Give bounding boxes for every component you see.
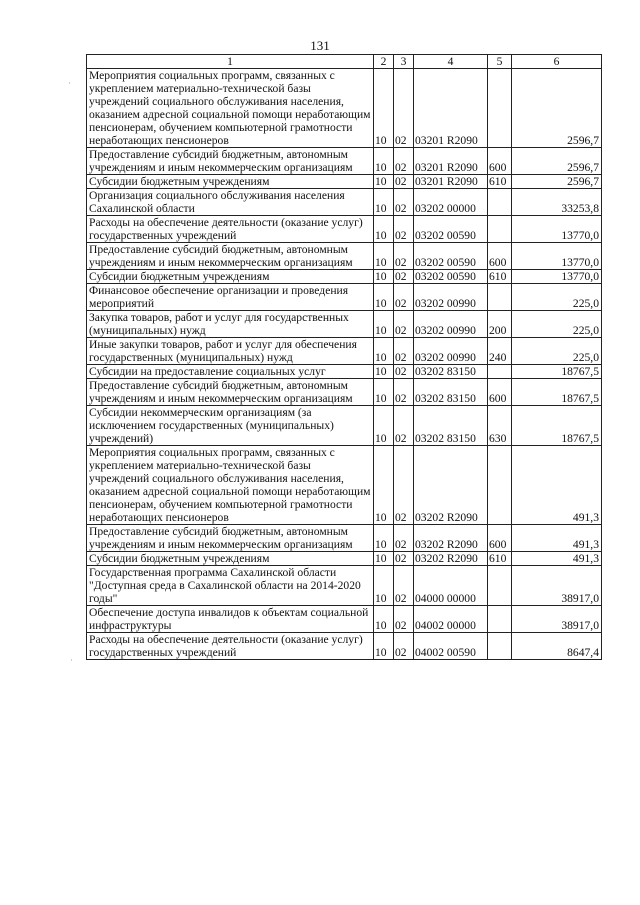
header-cell: 5 <box>488 55 512 69</box>
table-row <box>87 189 602 216</box>
row-name-cell: Предоставление субсидий бюджетным, автономным учреждениям и иным некоммерческим организациям <box>87 243 374 270</box>
scan-mark: · <box>68 78 71 88</box>
row-name-cell: Субсидии бюджетным учреждениям <box>87 270 374 284</box>
row-name-cell: Предоставление субсидий бюджетным, автономным учреждениям и иным некоммерческим организациям <box>87 379 374 406</box>
amount-cell: 8647,4 <box>512 633 602 660</box>
target-item-code-cell: 03202 83150 <box>414 379 488 406</box>
expense-type-code-cell: 200 <box>488 311 512 338</box>
header-cell: 2 <box>374 55 394 69</box>
target-item-code-cell: 03201 R2090 <box>414 175 488 189</box>
expense-type-code-cell <box>488 216 512 243</box>
subsection-code-cell: 02 <box>394 189 414 216</box>
page-number: 131 <box>310 38 330 53</box>
amount-cell: 18767,5 <box>512 379 602 406</box>
row-name-cell: Мероприятия социальных программ, связанных с укреплением материально-технической базы учреждений социального обслуживания населения, оказанием адресной социальной помощи неработающим пенсионерам, обучением компьютерной грамотности неработающих пенсионеров <box>87 69 374 148</box>
expense-type-code-cell <box>488 633 512 660</box>
subsection-code-cell: 02 <box>394 566 414 606</box>
target-item-code-cell: 03202 00590 <box>414 270 488 284</box>
subsection-code-cell: 02 <box>394 216 414 243</box>
subsection-code-cell: 02 <box>394 606 414 633</box>
expense-type-code-cell <box>488 284 512 311</box>
header-cell: 1 <box>87 55 374 69</box>
target-item-code-cell: 03202 83150 <box>414 365 488 379</box>
row-name-cell: Организация социального обслуживания населения Сахалинской области <box>87 189 374 216</box>
subsection-code-cell: 02 <box>394 525 414 552</box>
table-row <box>87 446 602 525</box>
row-name-cell: Субсидии некоммерческим организациям (за исключением государственных (муниципальных) учреждений) <box>87 406 374 446</box>
expense-type-code-cell: 240 <box>488 338 512 365</box>
subsection-code-cell: 02 <box>394 633 414 660</box>
table-row <box>87 566 602 606</box>
section-code-cell: 10 <box>374 338 394 365</box>
amount-cell: 491,3 <box>512 525 602 552</box>
subsection-code-cell: 02 <box>394 365 414 379</box>
target-item-code-cell: 03202 00990 <box>414 338 488 365</box>
target-item-code-cell: 03202 00590 <box>414 216 488 243</box>
scan-mark: · <box>70 655 73 665</box>
header-cell: 6 <box>512 55 602 69</box>
section-code-cell: 10 <box>374 566 394 606</box>
table-row <box>87 525 602 552</box>
expense-type-code-cell: 630 <box>488 406 512 446</box>
subsection-code-cell: 02 <box>394 270 414 284</box>
amount-cell: 13770,0 <box>512 270 602 284</box>
table-row <box>87 148 602 175</box>
row-name-cell: Мероприятия социальных программ, связанных с укреплением материально-технической базы учреждений социального обслуживания населения, оказанием адресной социальной помощи неработающим пенсионерам, обучением компьютерной грамотности неработающих пенсионеров <box>87 446 374 525</box>
header-cell: 3 <box>394 55 414 69</box>
section-code-cell: 10 <box>374 189 394 216</box>
amount-cell: 33253,8 <box>512 189 602 216</box>
subsection-code-cell: 02 <box>394 148 414 175</box>
target-item-code-cell: 03202 83150 <box>414 406 488 446</box>
target-item-code-cell: 04002 00000 <box>414 606 488 633</box>
section-code-cell: 10 <box>374 446 394 525</box>
row-name-cell: Субсидии на предоставление социальных услуг <box>87 365 374 379</box>
table-row <box>87 552 602 566</box>
table-row <box>87 606 602 633</box>
section-code-cell: 10 <box>374 270 394 284</box>
amount-cell: 225,0 <box>512 338 602 365</box>
section-code-cell: 10 <box>374 552 394 566</box>
section-code-cell: 10 <box>374 379 394 406</box>
row-name-cell: Предоставление субсидий бюджетным, автономным учреждениям и иным некоммерческим организациям <box>87 525 374 552</box>
target-item-code-cell: 03202 00000 <box>414 189 488 216</box>
section-code-cell: 10 <box>374 175 394 189</box>
target-item-code-cell: 04000 00000 <box>414 566 488 606</box>
table-row <box>87 69 602 148</box>
subsection-code-cell: 02 <box>394 175 414 189</box>
table-row <box>87 243 602 270</box>
target-item-code-cell: 03202 R2090 <box>414 525 488 552</box>
amount-cell: 38917,0 <box>512 566 602 606</box>
table-row <box>87 379 602 406</box>
subsection-code-cell: 02 <box>394 338 414 365</box>
subsection-code-cell: 02 <box>394 552 414 566</box>
table-row <box>87 311 602 338</box>
table-row <box>87 284 602 311</box>
row-name-cell: Государственная программа Сахалинской области "Доступная среда в Сахалинской области на 2014-2020 годы" <box>87 566 374 606</box>
row-name-cell: Предоставление субсидий бюджетным, автономным учреждениям и иным некоммерческим организациям <box>87 148 374 175</box>
target-item-code-cell: 03201 R2090 <box>414 148 488 175</box>
expense-type-code-cell <box>488 606 512 633</box>
header-cell: 4 <box>414 55 488 69</box>
section-code-cell: 10 <box>374 406 394 446</box>
target-item-code-cell: 03202 R2090 <box>414 552 488 566</box>
row-name-cell: Закупка товаров, работ и услуг для государственных (муниципальных) нужд <box>87 311 374 338</box>
table-row <box>87 270 602 284</box>
target-item-code-cell: 03202 00990 <box>414 311 488 338</box>
table-row <box>87 406 602 446</box>
expense-type-code-cell <box>488 189 512 216</box>
row-name-cell: Расходы на обеспечение деятельности (оказание услуг) государственных учреждений <box>87 216 374 243</box>
target-item-code-cell: 03202 R2090 <box>414 446 488 525</box>
expense-type-code-cell: 600 <box>488 379 512 406</box>
subsection-code-cell: 02 <box>394 284 414 311</box>
budget-table <box>86 54 602 660</box>
subsection-code-cell: 02 <box>394 406 414 446</box>
amount-cell: 2596,7 <box>512 175 602 189</box>
table-row <box>87 633 602 660</box>
table-header-row <box>87 55 602 69</box>
section-code-cell: 10 <box>374 69 394 148</box>
expense-type-code-cell <box>488 69 512 148</box>
table-row <box>87 216 602 243</box>
table-row <box>87 175 602 189</box>
subsection-code-cell: 02 <box>394 379 414 406</box>
expense-type-code-cell: 610 <box>488 175 512 189</box>
section-code-cell: 10 <box>374 633 394 660</box>
section-code-cell: 10 <box>374 148 394 175</box>
amount-cell: 491,3 <box>512 446 602 525</box>
amount-cell: 13770,0 <box>512 243 602 270</box>
target-item-code-cell: 03202 00990 <box>414 284 488 311</box>
expense-type-code-cell: 600 <box>488 148 512 175</box>
amount-cell: 13770,0 <box>512 216 602 243</box>
section-code-cell: 10 <box>374 216 394 243</box>
amount-cell: 225,0 <box>512 311 602 338</box>
table-row <box>87 338 602 365</box>
section-code-cell: 10 <box>374 525 394 552</box>
subsection-code-cell: 02 <box>394 243 414 270</box>
amount-cell: 225,0 <box>512 284 602 311</box>
section-code-cell: 10 <box>374 365 394 379</box>
section-code-cell: 10 <box>374 243 394 270</box>
row-name-cell: Субсидии бюджетным учреждениям <box>87 552 374 566</box>
amount-cell: 2596,7 <box>512 148 602 175</box>
expense-type-code-cell <box>488 566 512 606</box>
section-code-cell: 10 <box>374 311 394 338</box>
expense-type-code-cell: 600 <box>488 243 512 270</box>
expense-type-code-cell: 610 <box>488 270 512 284</box>
row-name-cell: Обеспечение доступа инвалидов к объектам социальной инфраструктуры <box>87 606 374 633</box>
row-name-cell: Иные закупки товаров, работ и услуг для обеспечения государственных (муниципальных) нужд <box>87 338 374 365</box>
amount-cell: 18767,5 <box>512 406 602 446</box>
amount-cell: 491,3 <box>512 552 602 566</box>
subsection-code-cell: 02 <box>394 311 414 338</box>
row-name-cell: Финансовое обеспечение организации и проведения мероприятий <box>87 284 374 311</box>
expense-type-code-cell <box>488 446 512 525</box>
row-name-cell: Расходы на обеспечение деятельности (оказание услуг) государственных учреждений <box>87 633 374 660</box>
subsection-code-cell: 02 <box>394 446 414 525</box>
target-item-code-cell: 03201 R2090 <box>414 69 488 148</box>
section-code-cell: 10 <box>374 606 394 633</box>
table-row <box>87 365 602 379</box>
expense-type-code-cell: 600 <box>488 525 512 552</box>
target-item-code-cell: 03202 00590 <box>414 243 488 270</box>
expense-type-code-cell <box>488 365 512 379</box>
amount-cell: 38917,0 <box>512 606 602 633</box>
amount-cell: 18767,5 <box>512 365 602 379</box>
amount-cell: 2596,7 <box>512 69 602 148</box>
row-name-cell: Субсидии бюджетным учреждениям <box>87 175 374 189</box>
expense-type-code-cell: 610 <box>488 552 512 566</box>
subsection-code-cell: 02 <box>394 69 414 148</box>
section-code-cell: 10 <box>374 284 394 311</box>
target-item-code-cell: 04002 00590 <box>414 633 488 660</box>
